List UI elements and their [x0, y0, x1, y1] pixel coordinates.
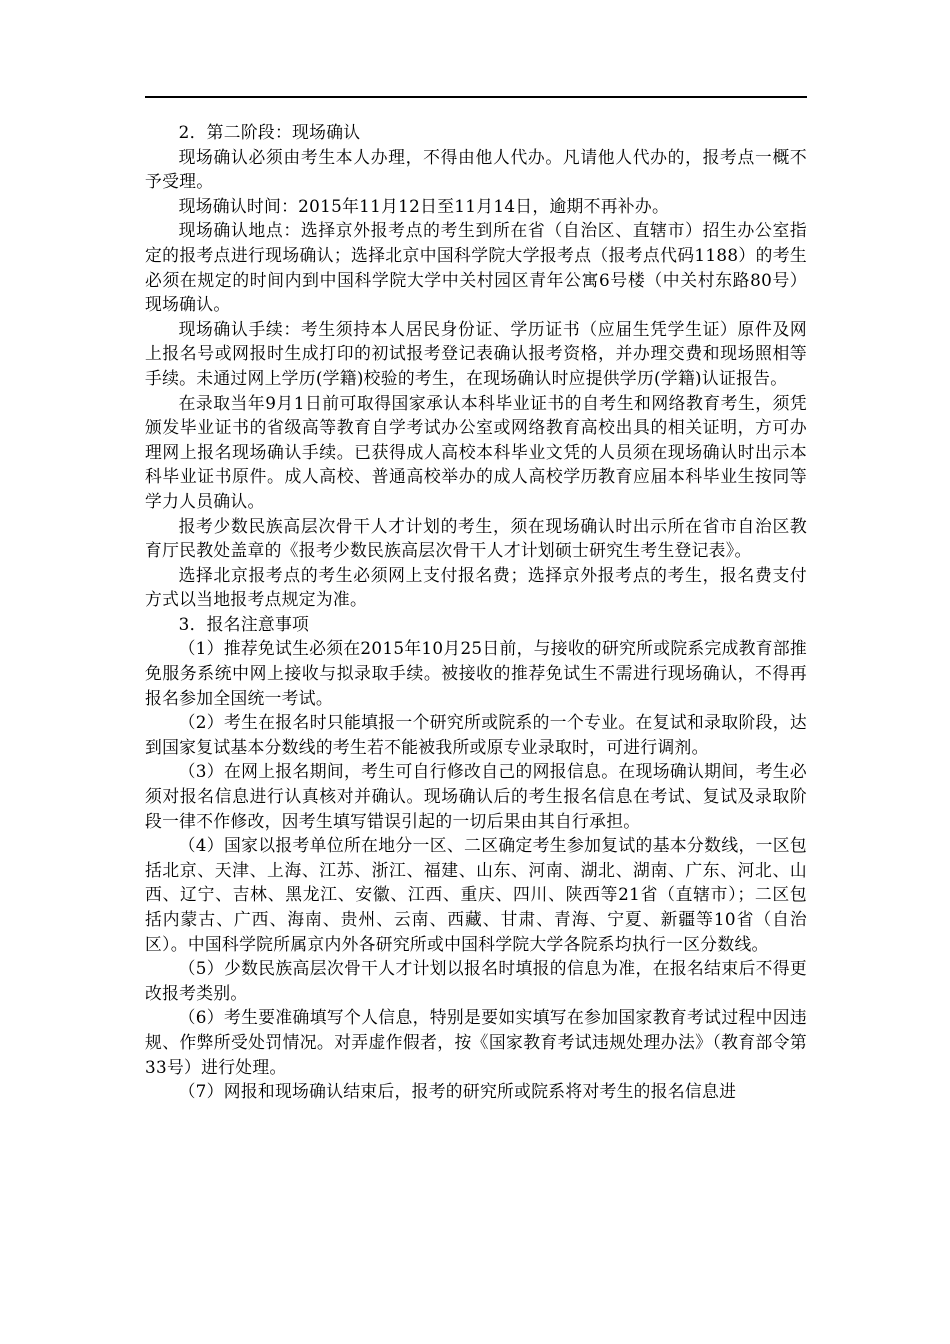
note-item-3: （3）在网上报名期间，考生可自行修改自己的网报信息。在现场确认期间，考生必须对报名信息进行认真核对并确认。现场确认后的考生报名信息在考试、复试及录取阶段一律不作修改，因考生填写错误引起的一切后果由其自行承担。 [145, 761, 807, 831]
paragraph-confirm-procedure: 现场确认手续：考生须持本人居民身份证、学历证书（应届生凭学生证）原件及网上报名号或网报时生成打印的初试报考登记表确认报考资格，并办理交费和现场照相等手续。未通过网上学历(学籍)校验的考生，在现场确认时应提供学历(学籍)认证报告。 [145, 318, 807, 388]
note-item-1: （1）推荐免试生必须在2015年10月25日前，与接收的研究所或院系完成教育部推免服务系统中网上接收与拟录取手续。被接收的推荐免试生不需进行现场确认，不得再报名参加全国统一考试。 [145, 638, 807, 708]
header-rule [145, 96, 807, 98]
section-heading-stage-two: 2．第二阶段：现场确认 [178, 122, 361, 142]
note-item-7: （7）网报和现场确认结束后，报考的研究所或院系将对考生的报名信息进 [178, 1081, 737, 1102]
paragraph-confirm-in-person: 现场确认必须由考生本人办理，不得由他人代办。凡请他人代办的，报考点一概不予受理。 [145, 146, 807, 192]
document-body [145, 96, 807, 1104]
note-item-6: （6）考生要准确填写个人信息，特别是要如实填写在参加国家教育考试过程中因违规、作弊所受处罚情况。对弄虚作假者，按《国家教育考试违规处理办法》（教育部令第33号）进行处理。 [145, 1007, 807, 1077]
paragraph-self-study-candidates: 在录取当年9月1日前可取得国家承认本科毕业证书的自考生和网络教育考生，须凭颁发毕业证书的省级高等教育自学考试办公室或网络教育高校出具的相关证明，方可办理网上报名现场确认手续。已获得成人高校本科毕业文凭的人员须在现场确认时出示本科毕业证书原件。成人高校、普通高校举办的成人高校学历教育应届本科毕业生按同等学力人员确认。 [145, 392, 807, 511]
paragraph-confirm-time: 现场确认时间：2015年11月12日至11月14日，逾期不再补办。 [178, 195, 670, 216]
paragraph-registration-fee: 选择北京报考点的考生必须网上支付报名费；选择京外报考点的考生，报名费支付方式以当地报考点规定为准。 [145, 564, 807, 610]
paragraph-minority-plan: 报考少数民族高层次骨干人才计划的考生，须在现场确认时出示所在省市自治区教育厅民教处盖章的《报考少数民族高层次骨干人才计划硕士研究生考生登记表》。 [145, 515, 807, 561]
section-heading-notes: 3．报名注意事项 [178, 613, 310, 634]
note-item-2: （2）考生在报名时只能填报一个研究所或院系的一个专业。在复试和录取阶段，达到国家复试基本分数线的考生若不能被我所或原专业录取时，可进行调剂。 [145, 712, 807, 757]
note-item-5: （5）少数民族高层次骨干人才计划以报名时填报的信息为准，在报名结束后不得更改报考类别。 [145, 958, 807, 1003]
note-item-4: （4）国家以报考单位所在地分一区、二区确定考生参加复试的基本分数线，一区包括北京、天津、上海、江苏、浙江、福建、山东、河南、湖北、湖南、广东、河北、山西、辽宁、吉林、黑龙江、安徽、江西、重庆、四川、陕西等21省（直辖市）；二区包括内蒙古、广西、海南、贵州、云南、西藏、甘肃、青海、宁夏、新疆等10省（自治区）。中国科学院所属京内外各研究所或中国科学院大学各院系均执行一区分数线。 [145, 835, 807, 954]
paragraph-confirm-location: 现场确认地点：选择京外报考点的考生到所在省（自治区、直辖市）招生办公室指定的报考点进行现场确认；选择北京中国科学院大学报考点（报考点代码1188）的考生必须在规定的时间内到中国科学院大学中关村园区青年公寓6号楼（中关村东路80号）现场确认。 [145, 220, 807, 315]
